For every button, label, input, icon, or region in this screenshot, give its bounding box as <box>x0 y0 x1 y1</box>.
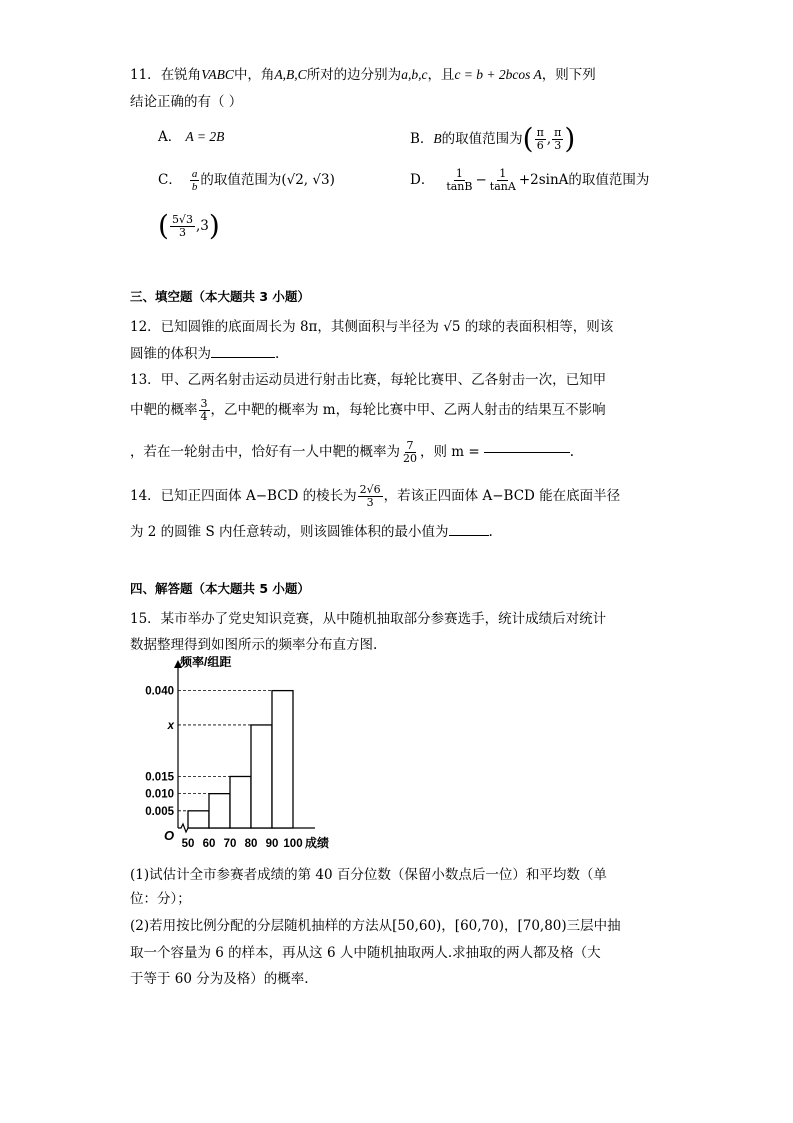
denominator: 20 <box>403 451 417 465</box>
origin-label: O <box>164 828 175 843</box>
option-d-text: +2sinA的取值范围为 <box>518 172 650 188</box>
numerator: a <box>191 167 198 180</box>
option-c-text: 的取值范围为 <box>200 172 282 188</box>
answer-blank[interactable] <box>449 535 489 536</box>
q11-text: ，则下列 <box>541 67 596 83</box>
left-paren: ( <box>158 209 169 242</box>
denominator: 3 <box>178 225 186 239</box>
q11-number: 11． <box>130 67 161 83</box>
q13-text: 中靶的概率 <box>130 402 198 418</box>
option-c-range: (√2, √3) <box>281 172 335 188</box>
numerator: 5√3 <box>171 212 193 226</box>
fraction <box>552 127 563 152</box>
q11-line1 <box>130 66 596 84</box>
right-paren: ) <box>564 122 576 155</box>
histogram-bar <box>188 811 209 828</box>
q11-text: 所对的边分别为 <box>306 67 402 83</box>
q14-text: 14．已知正四面体 A−BCD 的棱长为 <box>130 488 357 504</box>
q11-sides: a,b,c <box>401 67 428 82</box>
denominator: 4 <box>200 409 208 423</box>
q11-condition: c = b + 2bcos A <box>454 67 542 82</box>
q15-sub1-line2: 位：分）； <box>130 891 191 907</box>
fraction <box>358 484 383 509</box>
numerator: π <box>554 125 562 139</box>
q13-line3 <box>130 434 574 470</box>
q11-text: 在锐角 <box>160 67 202 83</box>
answer-blank[interactable] <box>211 357 275 358</box>
x-tick-label: 60 <box>202 838 216 850</box>
right-paren: ) <box>208 209 220 242</box>
q13-line2 <box>130 392 606 428</box>
x-tick-label: 70 <box>223 838 237 850</box>
q12-line2 <box>130 345 279 363</box>
q11-option-c <box>158 163 335 197</box>
denominator: tanA <box>489 179 516 193</box>
q11-line2: 结论正确的有（ ） <box>130 94 243 110</box>
option-label: D． <box>410 172 435 188</box>
q13-text: ，若在一轮射击中，恰好有一人中靶的概率为 <box>130 444 400 460</box>
histogram-bar <box>230 776 251 828</box>
q15-line2: 数据整理得到如图所示的频率分布直方图. <box>130 637 378 653</box>
period: . <box>275 346 280 362</box>
numerator: 2√6 <box>359 482 381 496</box>
denominator: 3 <box>366 495 374 509</box>
period: . <box>488 524 493 540</box>
q13-line1: 13．甲、乙两名射击运动员进行射击比赛，每轮比赛甲、乙各射击一次，已知甲 <box>130 372 607 388</box>
x-tick-label: 50 <box>181 838 195 850</box>
y-axis-label: 频率/组距 <box>180 656 232 669</box>
x-tick-label: 90 <box>265 838 279 850</box>
q11-text: 中，角 <box>233 67 275 83</box>
option-b-var: B <box>433 131 442 146</box>
option-label: B． <box>410 131 434 147</box>
fraction <box>535 127 546 152</box>
y-tick-label: 0.005 <box>145 805 174 818</box>
denominator: 6 <box>536 138 544 152</box>
x-tick-label: 80 <box>244 838 258 850</box>
section-title-answer: 四、解答题（本大题共 5 小题） <box>130 581 310 596</box>
option-b-text: 的取值范围为 <box>441 131 523 147</box>
y-tick-label: x <box>167 719 174 732</box>
frequency-histogram <box>128 656 358 856</box>
numerator: 1 <box>455 166 463 180</box>
x-tick-label: 100 <box>283 838 303 850</box>
fraction <box>170 214 195 239</box>
minus: − <box>475 172 487 188</box>
fraction <box>488 168 518 193</box>
denominator: b <box>191 180 198 193</box>
numerator: 3 <box>200 396 208 410</box>
histogram-bar <box>272 691 293 828</box>
q13-text: ，乙中靶的概率为 m，每轮比赛中甲、乙两人射击的结果互不影响 <box>210 402 606 418</box>
answer-blank[interactable] <box>484 452 570 453</box>
q12-text: 圆锥的体积为 <box>130 346 211 362</box>
left-paren: ( <box>522 122 534 155</box>
q14-line1 <box>130 478 620 514</box>
fraction <box>190 168 200 193</box>
q11-option-d <box>410 163 649 197</box>
y-tick-label: 0.010 <box>145 788 174 801</box>
q14-line2 <box>130 523 493 541</box>
q15-sub2-line3: 于等于 60 分为及格）的概率. <box>130 971 309 987</box>
q12-line1: 12．已知圆锥的底面周长为 8π，其侧面积与半径为 √5 的球的表面积相等，则该 <box>130 319 614 335</box>
option-a-text: A = 2B <box>185 129 225 144</box>
q14-text: ，若该正四面体 A−BCD 能在底面半径 <box>383 488 621 504</box>
range-end: ,3 <box>195 218 209 234</box>
y-tick-label: 0.015 <box>145 771 174 784</box>
section-title-fill-in: 三、填空题（本大题共 3 小题） <box>130 289 310 304</box>
option-label: C． <box>158 172 182 188</box>
denominator: 3 <box>554 138 562 152</box>
q11-option-a <box>158 128 224 146</box>
denominator: tanB <box>446 179 473 193</box>
numerator: 7 <box>406 438 414 452</box>
fraction <box>444 168 474 193</box>
numerator: 1 <box>499 166 507 180</box>
q11-angles: A,B,C <box>274 67 307 82</box>
q15-sub1-line1: (1)试估计全市参赛者成绩的第 40 百分位数（保留小数点后一位）和平均数（单 <box>130 867 607 883</box>
x-axis-label: 成绩 <box>305 836 330 850</box>
histogram-bar <box>251 725 272 828</box>
q13-text: ，则 m = <box>420 444 480 460</box>
q11-option-d-range <box>158 206 220 246</box>
q11-text: ，且 <box>427 67 455 83</box>
fraction <box>199 398 210 423</box>
q11-triangle: VABC <box>201 67 234 82</box>
y-tick-label: 0.040 <box>145 685 174 698</box>
q15-line1: 15．某市举办了党史知识竞赛，从中随机抽取部分参赛选手，统计成绩后对统计 <box>130 611 607 627</box>
numerator: π <box>536 125 544 139</box>
period: . <box>569 444 574 460</box>
fraction <box>401 440 419 465</box>
q11-option-b: B． B 的取值范围为 ( $\frac{\pi}{6}$ , $\frac{\pi}{3}$ ) <box>410 122 576 155</box>
q15-sub2-line2: 取一个容量为 6 的样本，再从这 6 人中随机抽取两人.求抽取的两人都及格（大 <box>130 945 601 961</box>
option-label: A． <box>158 129 182 145</box>
q15-sub2-line1: (2)若用按比例分配的分层随机抽样的方法从[50,60)，[60,70)，[70,80)三层中抽 <box>130 918 621 934</box>
q14-text: 为 2 的圆锥 S 内任意转动，则该圆锥体积的最小值为 <box>130 524 449 540</box>
histogram-bar <box>209 794 230 828</box>
